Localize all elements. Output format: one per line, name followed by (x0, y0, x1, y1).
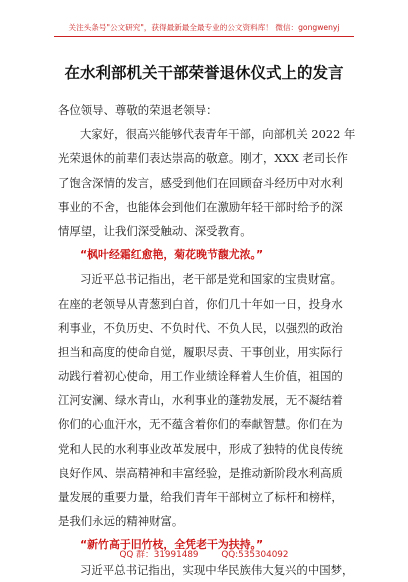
paragraph-line: 动践行着初心使命，用工作业绩诠释着人生价值，祖国的 (58, 369, 343, 384)
paragraph-line: 利事业，不负历史、不负时代、不负人民，以强烈的政治 (58, 320, 343, 335)
paragraph-line: 习近平总书记指出，老干部是党和国家的宝贵财富。 (80, 272, 342, 287)
document-title: 在水利部机关干部荣誉退休仪式上的发言 (64, 64, 344, 82)
paragraph-line: 了饱含深情的发言，感受到他们在回顾奋斗经历中对水利 (58, 175, 343, 190)
paragraph-line: 大家好，很高兴能够代表青年干部，向部机关 2022 年 (80, 127, 356, 142)
paragraph-line: 在座的老领导从青葱到白首，你们几十年如一日，投身水 (58, 296, 343, 311)
quote-line: “枫叶经霜红愈艳，菊花晚节馥尤浓。” (80, 248, 264, 262)
qq-text: QQ:535304092 (221, 550, 289, 560)
paragraph-line: 光荣退休的前辈们表达崇高的敬意。刚才，XXX 老司长作 (58, 151, 348, 166)
paragraph-line: 党和人民的水利事业改革发展中，形成了独特的优良传统 (58, 441, 343, 456)
paragraph-line: 良好作风、崇高精神和丰富经验，是推动新阶段水利高质 (58, 465, 343, 480)
paragraph-line: 江河安澜、绿水青山，水利事业的蓬勃发展，无不凝结着 (58, 393, 343, 408)
paragraph-line: 事业的不舍，也能体会到他们在激励年轻干部时给予的深 (58, 199, 343, 214)
quote-line: “新竹高于旧竹枝，全凭老干为扶持。” (80, 538, 264, 552)
paragraph-line: 习近平总书记指出，实现中华民族伟大复兴的中国梦， (80, 562, 354, 577)
paragraph-line: 担当和高度的使命自觉，履职尽责、干事创业，用实际行 (58, 344, 343, 359)
paragraph-line: 情厚望，让我们深受触动、深受教育。 (58, 223, 252, 238)
paragraph-line: 是我们永远的精神财富。 (58, 514, 184, 529)
paragraph-line: 你们的心血汗水，无不蕴含着你们的奉献智慧。你们在为 (58, 417, 343, 432)
document-body (58, 98, 358, 582)
paragraph-line: 量发展的重要力量，给我们青年干部树立了标杆和榜样， (58, 490, 343, 504)
footer-contact (0, 547, 408, 560)
paragraph-line: 各位领导、尊敬的荣退老领导： (58, 103, 218, 117)
qq-group-text: QQ 群：31991489 (119, 550, 199, 560)
promo-banner[interactable]: 关注头条号"公文研究"，获得最新最全最专业的公文资料库！ 微信：gongwenyj (54, 20, 354, 37)
